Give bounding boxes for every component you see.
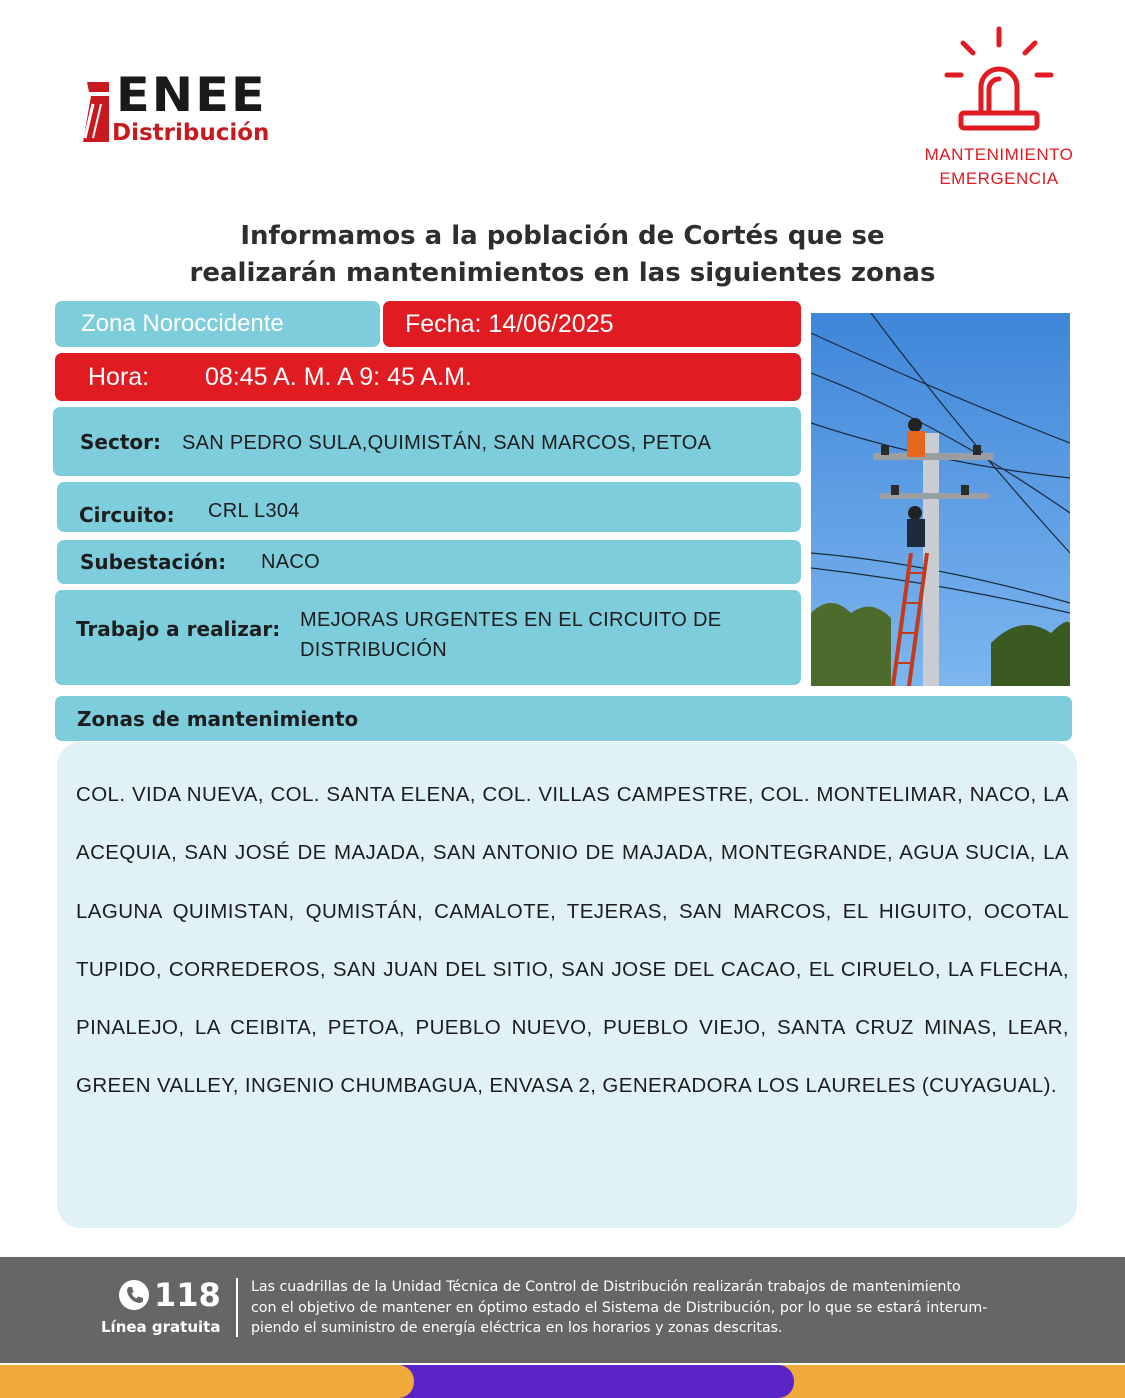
lineworkers-photo xyxy=(811,313,1070,686)
hora-value: 08:45 A. M. A 9: 45 A.M. xyxy=(205,363,472,391)
circuito-value: CRL L304 xyxy=(208,500,300,522)
footer-line-1: Las cuadrillas de la Unidad Técnica de Control de Distribución realizarán trabajos de mantenimiento xyxy=(251,1279,961,1295)
fecha-label: Fecha: 14/06/2025 xyxy=(383,301,801,347)
zonas-list: COL. VIDA NUEVA, COL. SANTA ELENA, COL. VILLAS CAMPESTRE, COL. MONTELIMAR, NACO, LA ACEQUIA, SAN JOSÉ DE MAJADA, SAN ANTONIO DE MAJADA, MONTEGRANDE, AGUA SUCIA, LA LAGUNA QUIMISTAN, QUMISTÁN, CAMALOTE, TEJERAS, SAN MARCOS, EL HIGUITO, OCOTAL TUPIDO, CORREDEROS, SAN JUAN DEL SITIO, SAN JOSE DEL CACAO, EL CIRUELO, LA FLECHA, PINALEJO, LA CEIBITA, PETOA, PUEBLO NUEVO, PUEBLO VIEJO, SANTA CRUZ MINAS, LEAR, GREEN VALLEY, INGENIO CHUMBAGUA, ENVASA 2, GENERADORA LOS LAURELES (CUYAGUAL). xyxy=(76,783,1069,1098)
headline-line-1: Informamos a la población de Cortés que se xyxy=(240,221,885,251)
enee-logo-mark xyxy=(83,82,109,142)
badge-line-2: EMERGENCIA xyxy=(939,169,1059,188)
sector-value: SAN PEDRO SULA,QUIMISTÁN, SAN MARCOS, PETOA xyxy=(182,432,712,454)
hotline-number: 118 xyxy=(154,1276,221,1314)
zonas-header xyxy=(55,696,1072,741)
sector-row xyxy=(53,407,801,476)
trabajo-value-line-2: DISTRIBUCIÓN xyxy=(300,639,447,661)
footer-divider xyxy=(236,1278,238,1337)
brand-subtitle: Distribución xyxy=(112,120,270,146)
brand-name: ENEE xyxy=(116,68,267,123)
emergency-badge xyxy=(900,143,1098,191)
subestacion-label: Subestación: xyxy=(80,550,227,574)
hora-label: Hora: xyxy=(88,363,150,391)
footer-text xyxy=(251,1277,1051,1339)
zonas-title: Zonas de mantenimiento xyxy=(77,707,359,731)
circuito-row xyxy=(57,482,801,532)
sector-label: Sector: xyxy=(80,430,161,454)
badge-line-1: MANTENIMIENTO xyxy=(924,145,1074,164)
footer-line-2: con el objetivo de mantener en óptimo estado el Sistema de Distribución, por lo que se estará interum- xyxy=(251,1299,988,1316)
footer-line-3: piendo el suministro de energía eléctrica en los horarios y zonas descritas. xyxy=(251,1320,783,1336)
hora-bar xyxy=(55,353,801,401)
headline xyxy=(80,218,1045,292)
headline-line-2: realizarán mantenimientos en las siguientes zonas xyxy=(189,258,936,288)
zona-label: Zona Noroccidente xyxy=(55,301,380,347)
trabajo-label: Trabajo a realizar: xyxy=(76,617,281,641)
hotline-label: Línea gratuita xyxy=(101,1318,221,1336)
circuito-label: Circuito: xyxy=(79,503,175,527)
bottom-bar-purple xyxy=(400,1365,794,1398)
subestacion-row xyxy=(57,540,801,584)
trabajo-row xyxy=(55,590,801,685)
bottom-bar-orange xyxy=(0,1365,414,1398)
phone-icon xyxy=(119,1280,149,1310)
subestacion-value: NACO xyxy=(261,551,320,573)
siren-icon xyxy=(943,25,1055,137)
trabajo-value-line-1: MEJORAS URGENTES EN EL CIRCUITO DE xyxy=(300,609,722,631)
